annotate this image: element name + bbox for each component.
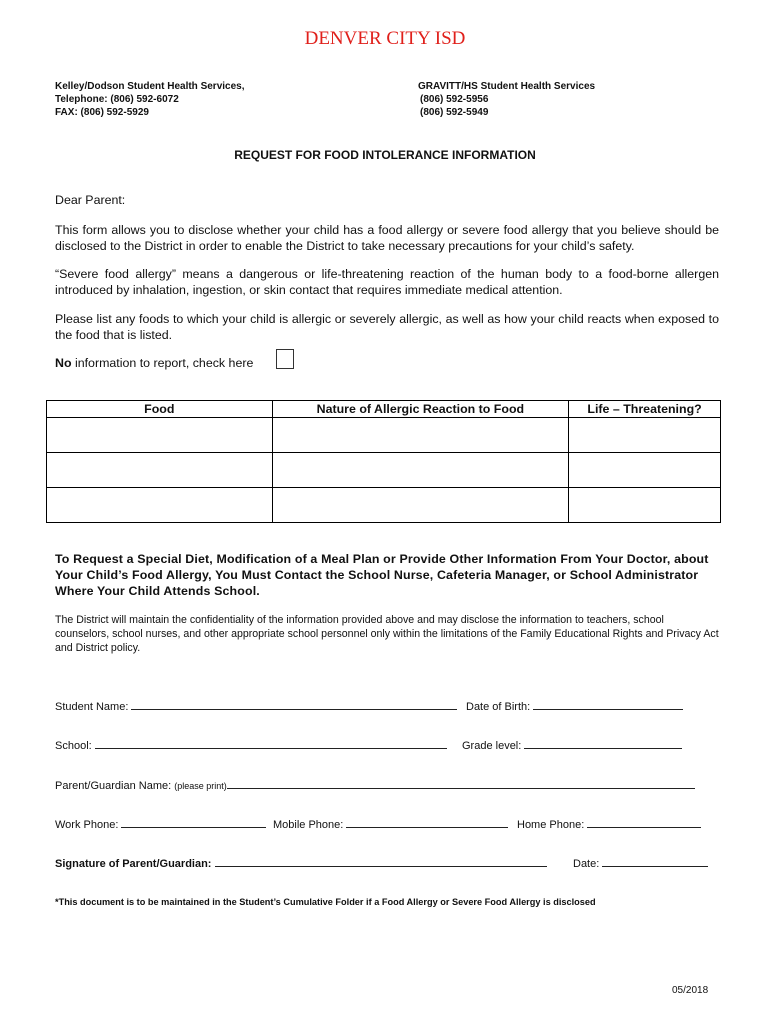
reaction-cell[interactable]	[272, 488, 569, 523]
left-contact-line: Telephone: (806) 592-6072	[55, 94, 179, 105]
table-header-row	[47, 401, 721, 418]
left-contact-line: FAX: (806) 592-5929	[55, 107, 149, 118]
special-diet-notice: To Request a Special Diet, Modification of a Meal Plan or Provide Other Information From Your Doctor, about Your Child’s Food Allergy, You Must Contact the School Nurse, Cafeteria Manager, or School Administrator Where Your Child Attends School.	[55, 552, 709, 598]
right-contact-line: (806) 592-5949	[420, 107, 489, 118]
no-info-bold: No	[55, 356, 72, 370]
student-name-row	[55, 699, 457, 713]
life-threatening-cell[interactable]	[569, 453, 721, 488]
instruction-paragraph: Please list any foods to which your child is allergic or severely allergic, as well as how your child reacts when exposed to the food that is listed.	[55, 312, 719, 342]
signature-input[interactable]	[215, 856, 547, 867]
home-phone-label: Home Phone:	[517, 819, 585, 831]
grade-input[interactable]	[524, 738, 682, 749]
signature-date-label: Date:	[573, 858, 600, 870]
home-phone-row	[517, 817, 701, 831]
life-threatening-header: Life – Threatening?	[569, 401, 721, 418]
confidentiality-statement: The District will maintain the confidentiality of the information provided above and may disclose the information to teachers, school counselors, school nurses, and other appropriate school personnel only within the limitations of the Family Educational Rights and Privacy Act and District policy.	[55, 614, 719, 654]
left-contact-line: Kelley/Dodson Student Health Services,	[55, 81, 245, 92]
work-phone-label: Work Phone:	[55, 819, 119, 831]
allergy-table	[46, 400, 721, 523]
guardian-row	[55, 778, 695, 792]
grade-label: Grade level:	[462, 740, 522, 752]
guardian-input[interactable]	[227, 778, 695, 789]
home-phone-input[interactable]	[587, 817, 701, 828]
life-threatening-cell[interactable]	[569, 418, 721, 453]
food-cell[interactable]	[47, 453, 273, 488]
reaction-cell[interactable]	[272, 453, 569, 488]
signature-date-input[interactable]	[602, 856, 708, 867]
mobile-phone-label: Mobile Phone:	[273, 819, 344, 831]
food-cell[interactable]	[47, 418, 273, 453]
revision-date: 05/2018	[672, 985, 709, 996]
food-header: Food	[47, 401, 273, 418]
dob-row	[466, 699, 683, 713]
table-row	[47, 453, 721, 488]
intro-paragraph: This form allows you to disclose whether your child has a food allergy or severe food allergy that you believe should be disclosed to the District in order to enable the District to take necessary precautions for your child’s safety.	[55, 223, 719, 253]
footnote: *This document is to be maintained in the Student’s Cumulative Folder if a Food Allergy or Severe Food Allergy is disclosed	[55, 897, 596, 907]
signature-label: Signature of Parent/Guardian:	[55, 858, 212, 870]
grade-row	[462, 738, 682, 752]
signature-date-row	[573, 856, 708, 870]
student-name-input[interactable]	[131, 699, 457, 710]
table-row	[47, 488, 721, 523]
form-heading: REQUEST FOR FOOD INTOLERANCE INFORMATION	[234, 148, 536, 162]
signature-row	[55, 856, 547, 870]
student-name-label: Student Name:	[55, 701, 129, 713]
left-contact-block	[55, 80, 245, 119]
no-info-line	[55, 355, 719, 371]
definition-paragraph: “Severe food allergy” means a dangerous or life-threatening reaction of the human body to a food-borne allergen introduced by inhalation, ingestion, or skin contact that requires immediate medical attention.	[55, 267, 719, 297]
dob-input[interactable]	[533, 699, 683, 710]
work-phone-input[interactable]	[121, 817, 266, 828]
right-contact-line: GRAVITT/HS Student Health Services	[418, 81, 596, 92]
guardian-label: Parent/Guardian Name:	[55, 780, 172, 792]
mobile-phone-row	[273, 817, 508, 831]
no-info-text: information to report, check here	[71, 356, 254, 370]
food-cell[interactable]	[47, 488, 273, 523]
right-contact-block	[418, 80, 595, 119]
dob-label: Date of Birth:	[466, 701, 531, 713]
guardian-note: (please print)	[174, 781, 227, 791]
life-threatening-cell[interactable]	[569, 488, 721, 523]
work-phone-row	[55, 817, 266, 831]
school-input[interactable]	[95, 738, 447, 749]
reaction-cell[interactable]	[272, 418, 569, 453]
right-contact-line: (806) 592-5956	[420, 94, 489, 105]
document-title: DENVER CITY ISD	[304, 28, 466, 49]
salutation: Dear Parent:	[55, 193, 126, 207]
table-row	[47, 418, 721, 453]
no-info-checkbox[interactable]	[276, 349, 294, 369]
school-label: School:	[55, 740, 92, 752]
reaction-header: Nature of Allergic Reaction to Food	[272, 401, 569, 418]
mobile-phone-input[interactable]	[346, 817, 508, 828]
school-row	[55, 738, 447, 752]
